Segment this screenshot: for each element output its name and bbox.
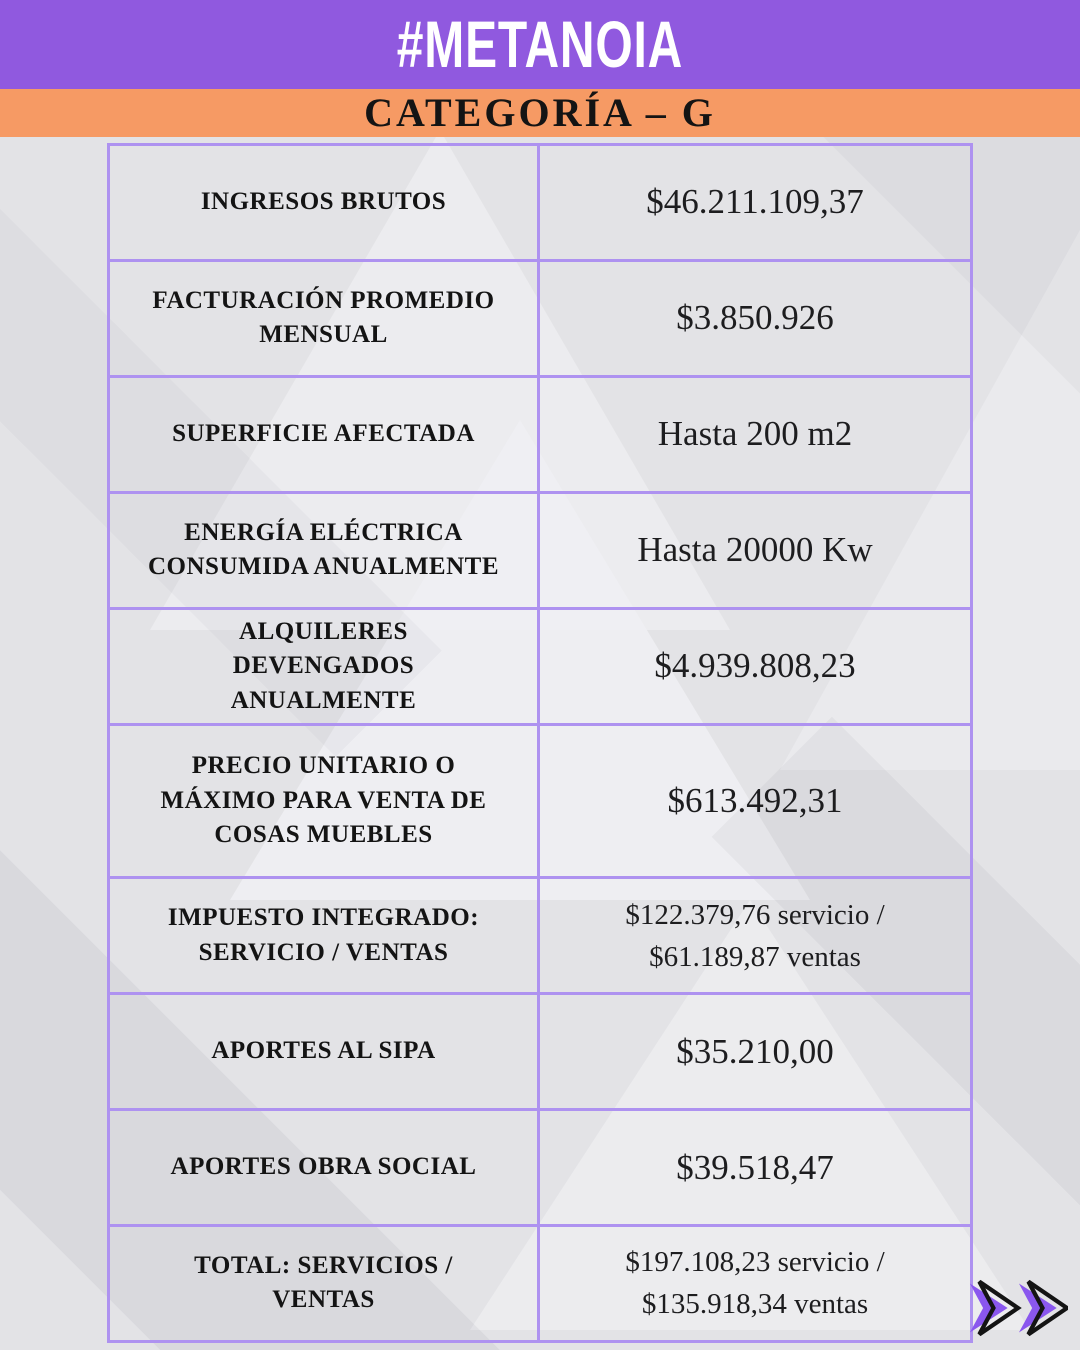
row-label: INGRESOS BRUTOS [110,146,540,259]
category-title: CATEGORÍA – G [364,90,716,135]
row-label: APORTES OBRA SOCIAL [110,1111,540,1224]
row-label: APORTES AL SIPA [110,995,540,1108]
row-value [540,1111,970,1224]
page-title: #METANOIA [396,7,684,82]
row-value [540,494,970,607]
row-value [540,726,970,876]
table-row [110,879,970,995]
row-label: ALQUILERES DEVENGADOS ANUALMENTE [110,610,540,723]
row-label: PRECIO UNITARIO O MÁXIMO PARA VENTA DE COSAS MUEBLES [110,726,540,876]
row-value [540,610,970,723]
table-row [110,494,970,610]
row-label: IMPUESTO INTEGRADO: SERVICIO / VENTAS [110,879,540,992]
chevron-right-icon [970,1282,1018,1335]
row-label: FACTURACIÓN PROMEDIO MENSUAL [110,262,540,375]
row-value [540,262,970,375]
row-value [540,995,970,1108]
row-value-text: $4.939.808,23 [654,646,856,686]
row-value [540,146,970,259]
table-row [110,995,970,1111]
category-band [0,89,1080,137]
row-value-text: $3.850.926 [676,298,834,338]
table-row [110,262,970,378]
row-value-text: $39.518,47 [676,1147,834,1187]
chevron-right-icon [1019,1282,1067,1335]
row-value-text: $35.210,00 [676,1031,834,1071]
table-row [110,1111,970,1227]
table-row [110,610,970,726]
row-label: ENERGÍA ELÉCTRICA CONSUMIDA ANUALMENTE [110,494,540,607]
row-value-text: $122.379,76 servicio / $61.189,87 ventas [625,898,885,973]
table-row [110,726,970,879]
header-purple-band [0,0,1080,89]
row-value-text: $613.492,31 [667,780,843,820]
row-value [540,378,970,491]
row-value-text: Hasta 20000 Kw [637,530,873,570]
row-value-text: $197.108,23 servicio / $135.918,34 ventas [625,1246,885,1321]
double-chevron-right-icon [968,1278,1068,1338]
row-value [540,1227,970,1340]
table-row [110,378,970,494]
row-label: SUPERFICIE AFECTADA [110,378,540,491]
row-value-text: $46.211.109,37 [646,182,864,222]
row-value-text: Hasta 200 m2 [657,414,853,454]
table-row [110,1227,970,1340]
row-label: TOTAL: SERVICIOS / VENTAS [110,1227,540,1340]
table-row [110,146,970,262]
row-value [540,879,970,992]
category-table [107,143,973,1343]
